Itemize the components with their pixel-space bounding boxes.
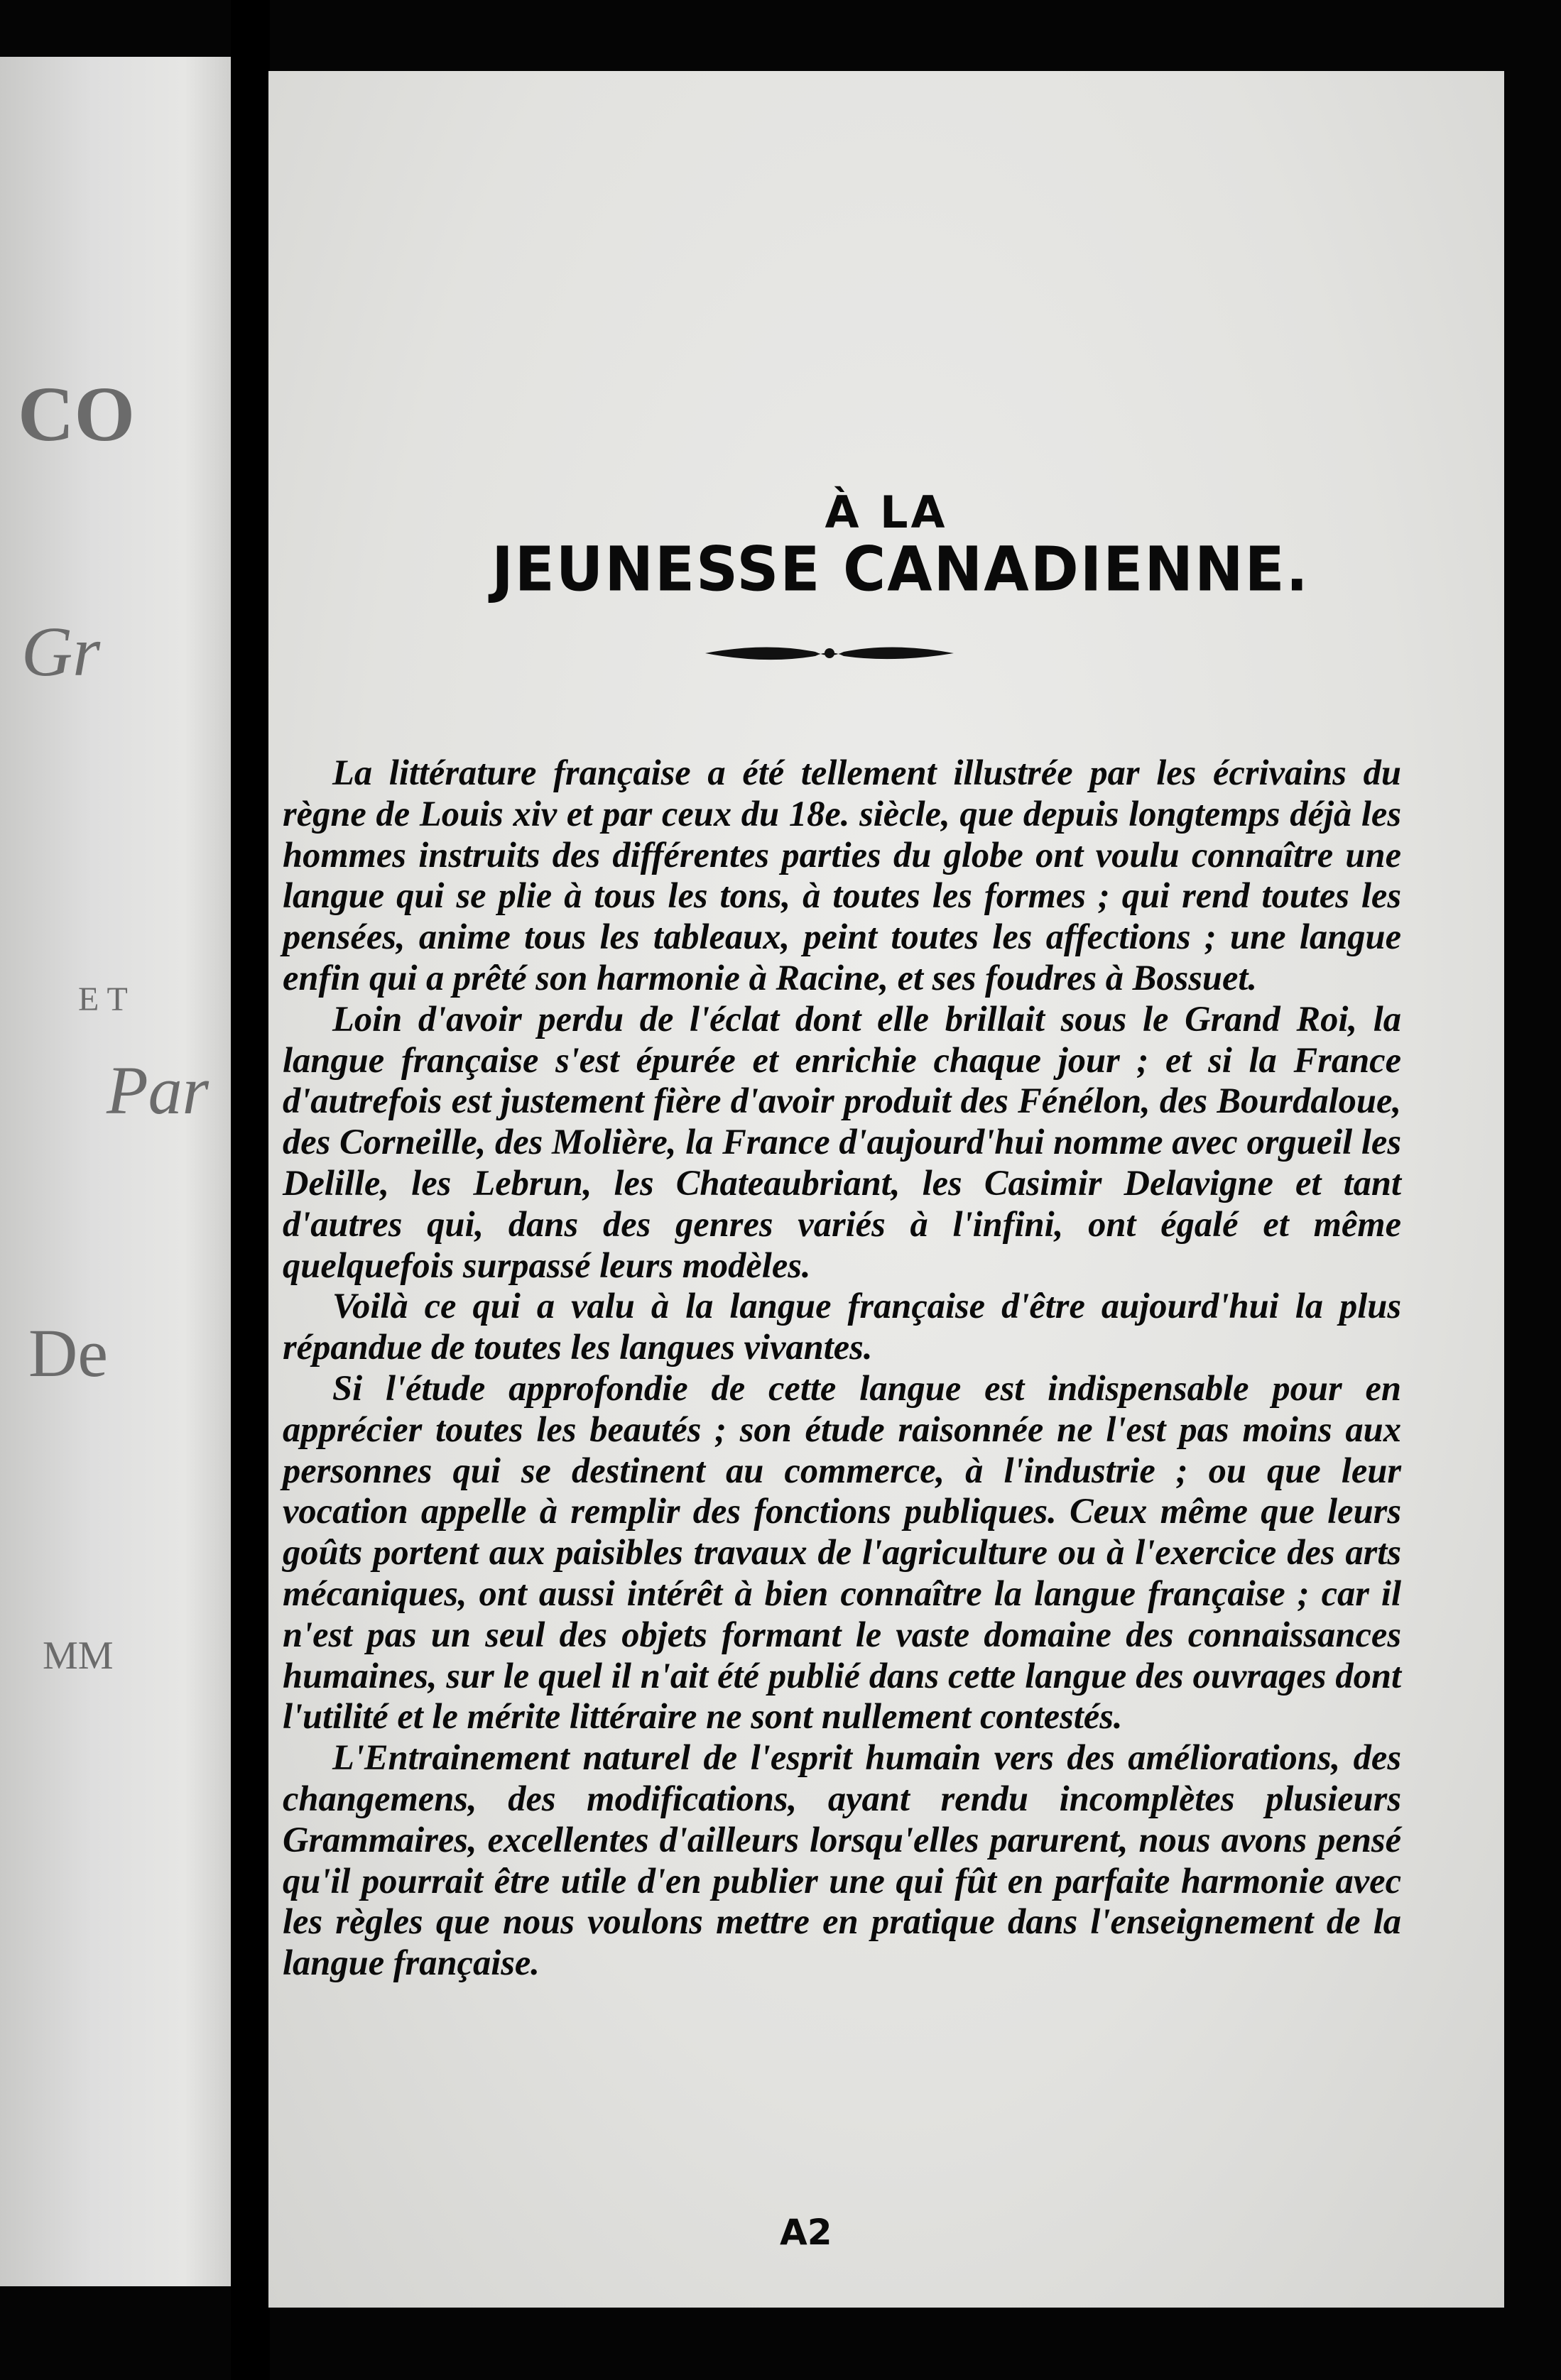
paragraph: Si l'étude approfondie de cette langue est indispensable pour en apprécier toutes les beautés ; son étude raisonnée ne l'est pas moins aux personnes qui se destinent au commerce, à l'industrie ; ou que leur vocation appelle à remplir des fonctions publiques. Ceux même que leurs goûts portent aux paisibles travaux de l'agriculture ou à l'exercice des arts mécaniques, ont aussi intérêt à bien connaître la langue française ; car il n'est pas un seul des objets formant le vaste domaine des connaissances humaines, sur le quel il n'ait été publié dans cette langue des ouvrages dont l'utilité et le mérite littéraire ne sont nullement contestés. bbox=[283, 1368, 1401, 1737]
facing-page-fragment bbox=[0, 57, 231, 2286]
body-text bbox=[283, 753, 1401, 1984]
paragraph: La littérature française a été tellement illustrée par les écrivains du règne de Louis xiv et par ceux du 18e. siècle, que depuis longtemps déjà les hommes instruits des différentes parties du globe ont voulu connaître une langue qui se plie à tous les tons, à toutes les formes ; qui rend toutes les pensées, anime tous les tableaux, peint toutes les affections ; une langue enfin qui a prêté son harmonie à Racine, et ses foudres à Bossuet. bbox=[283, 753, 1401, 998]
page-title: JEUNESSE CANADIENNE. bbox=[491, 534, 1310, 606]
facing-page-text: MM bbox=[43, 1634, 114, 1678]
facing-page-text: E T bbox=[78, 981, 128, 1018]
signature-mark: A2 bbox=[780, 2212, 832, 2253]
facing-page-text: CO bbox=[18, 371, 135, 457]
document-page bbox=[268, 71, 1504, 2308]
paragraph: Loin d'avoir perdu de l'éclat dont elle brillait sous le Grand Roi, la langue française s'est épurée et enrichie chaque jour ; et si la France d'autrefois est justement fière d'avoir produit des Fénélon, des Bourdaloue, des Corneille, des Molière, la France d'aujourd'hui nomme avec orgueil les Delille, les Lebrun, les Chateaubriant, les Casimir Delavigne et tant d'autres qui, dans des genres variés à l'infini, ont égalé et même quelquefois surpassé leurs modèles. bbox=[283, 998, 1401, 1285]
paragraph: Voilà ce qui a valu à la langue française d'être aujourd'hui la plus répandue de toutes les langues vivantes. bbox=[283, 1286, 1401, 1368]
facing-page-text: Par bbox=[107, 1052, 209, 1128]
facing-page-text: De bbox=[28, 1315, 108, 1391]
book-gutter bbox=[231, 0, 270, 2380]
dedication-heading: À LA bbox=[825, 486, 948, 538]
paragraph: L'Entrainement naturel de l'esprit humain vers des améliorations, des changemens, des modifications, ayant rendu incomplètes plusieurs Grammaires, excellentes d'ailleurs lorsqu'elles parurent, nous avons pensé qu'il pourrait être utile d'en publier une qui fût en parfaite harmonie avec les règles que nous voulons mettre en pratique dans l'enseignement de la langue française. bbox=[283, 1737, 1401, 1983]
ornament-divider-icon bbox=[702, 639, 957, 667]
facing-page-text: Gr bbox=[21, 612, 101, 691]
